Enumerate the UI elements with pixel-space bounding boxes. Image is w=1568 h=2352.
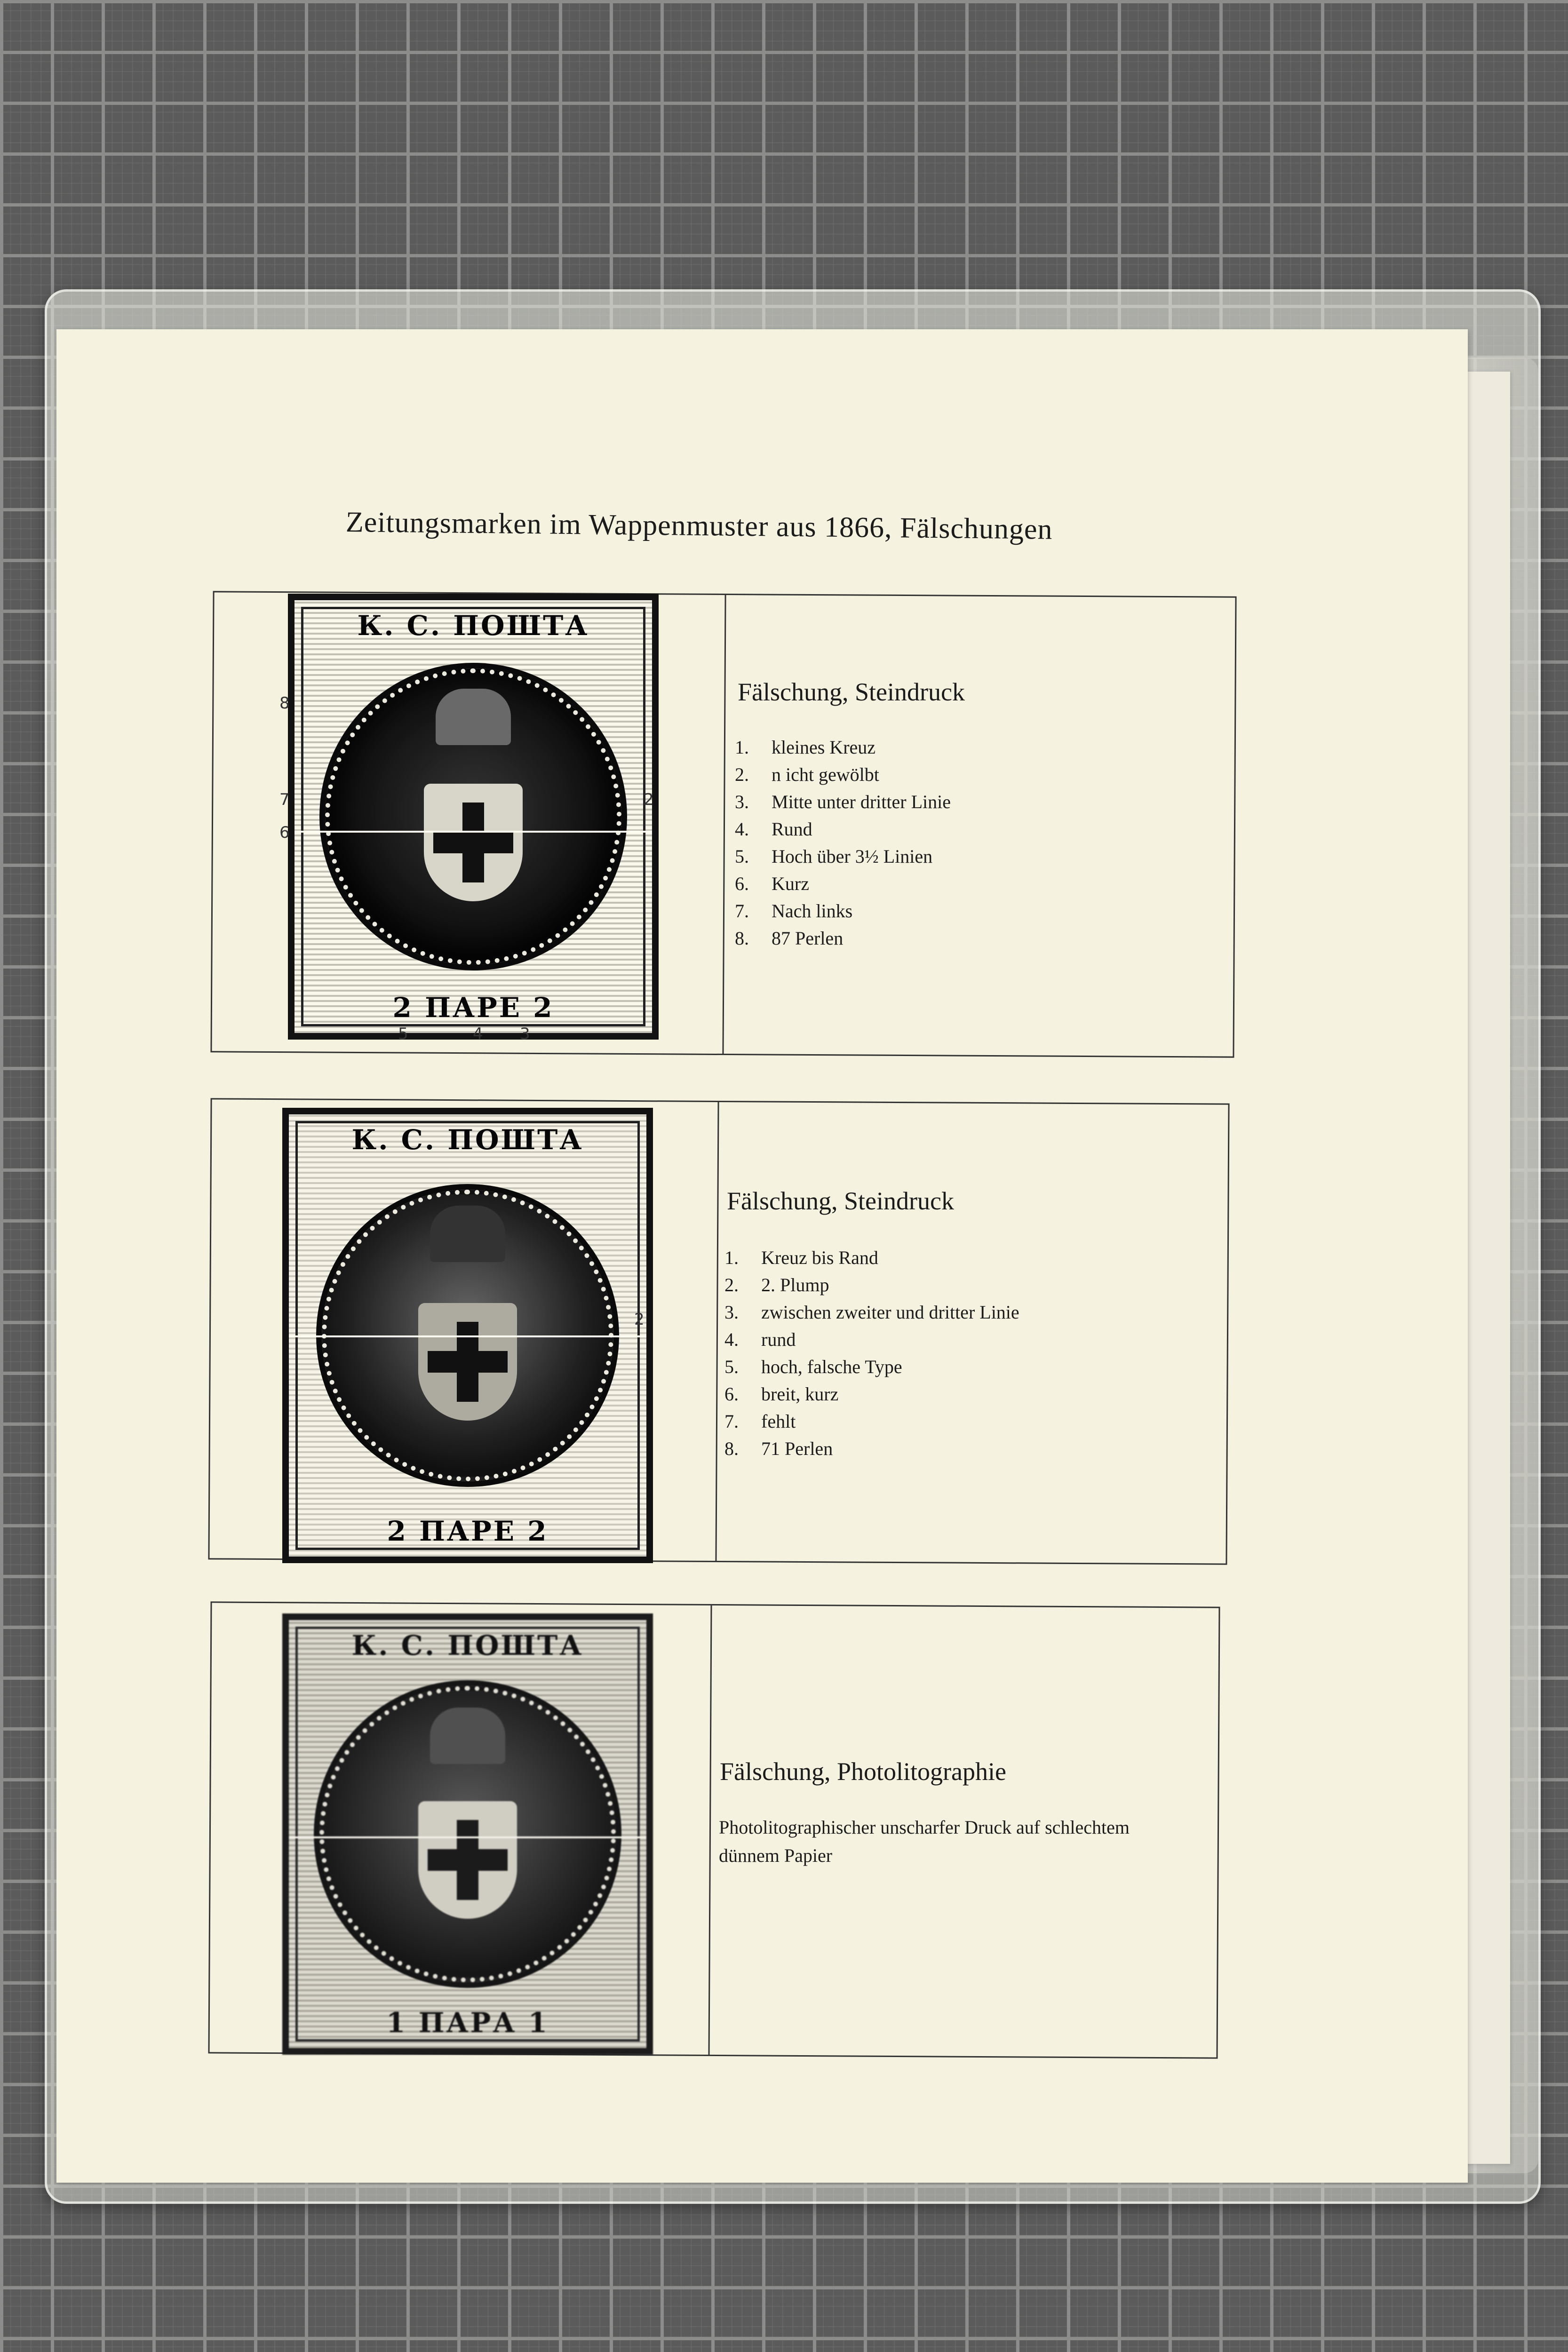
stamp-marker: 2	[634, 1310, 645, 1329]
entry-divider	[722, 595, 726, 1054]
list-item: 6. Kurz	[735, 873, 809, 894]
entry-heading-3: Fälschung, Photolitographie	[720, 1757, 1006, 1786]
page-title: Zeitungsmarken im Wappenmuster aus 1866, Fälschungen	[345, 506, 1053, 546]
stamp-image-1	[288, 594, 659, 1040]
entry-heading-2: Fälschung, Steindruck	[727, 1187, 954, 1215]
stamp-top-text: К. С. ПОШТА	[357, 610, 589, 642]
list-item: 3. Mitte unter dritter Linie	[735, 791, 951, 812]
list-item: 5. hoch, falsche Type	[724, 1356, 902, 1377]
stamp-bottom-text: 2 ПАРЕ 2	[387, 1515, 549, 1547]
stamp-cut-line	[289, 1836, 646, 1838]
crown-icon	[436, 689, 511, 745]
entry-divider	[715, 1102, 719, 1561]
entry-characteristics-2	[724, 1244, 1019, 1462]
stamp-marker: 4	[473, 1025, 483, 1043]
stamp-marker: 8	[279, 694, 290, 713]
stamp-marker: 7	[279, 790, 290, 809]
entry-heading-1: Fälschung, Steindruck	[738, 678, 965, 706]
stamp-cut-line	[289, 1335, 646, 1337]
stamp-marker: 5	[398, 1025, 408, 1043]
coat-of-arms-icon	[418, 1303, 517, 1421]
crown-icon	[430, 1708, 505, 1764]
list-item: 4. rund	[724, 1329, 796, 1350]
list-item: 3. zwischen zweiter und dritter Linie	[724, 1302, 1019, 1323]
stamp-image-2	[282, 1108, 653, 1563]
list-item: 7. Nach links	[735, 900, 853, 922]
entry-characteristics-1	[735, 734, 951, 952]
coat-of-arms-cross-icon	[418, 1801, 517, 1919]
stamp-top-text: К. С. ПОШТА	[351, 1124, 584, 1156]
list-item: 4. Rund	[735, 818, 812, 840]
crown-icon	[430, 1206, 505, 1262]
stamp-cut-line	[294, 831, 652, 833]
list-item: 5. Hoch über 3½ Linien	[735, 846, 933, 867]
list-item: 8. 87 Perlen	[735, 928, 844, 949]
list-item: 1. Kreuz bis Rand	[724, 1247, 878, 1268]
list-item: 2. n icht gewölbt	[735, 764, 879, 785]
stamp-bottom-text: 1 ПАРА 1	[386, 2007, 549, 2039]
stamp-marker: 2	[644, 790, 654, 809]
list-item: 7. fehlt	[724, 1411, 796, 1432]
list-item: 8. 71 Perlen	[724, 1438, 833, 1459]
stamp-marker: 3	[520, 1025, 530, 1043]
entry-divider	[708, 1605, 712, 2055]
stamp-top-text: К. С. ПОШТА	[351, 1629, 584, 1661]
stamp-bottom-text: 2 ПАРЕ 2	[392, 992, 554, 1024]
stamp-image-3	[282, 1613, 653, 2055]
list-item: 6. breit, kurz	[724, 1383, 839, 1405]
coat-of-arms-cross-icon	[424, 784, 523, 901]
list-item: 2. 2. Plump	[724, 1274, 829, 1295]
stamp-marker: 6	[279, 823, 290, 842]
entry-description-3: Photolitographischer unscharfer Druck auf schlechtem dünnem Papier	[719, 1817, 1130, 1866]
list-item: 1. kleines Kreuz	[735, 737, 876, 758]
